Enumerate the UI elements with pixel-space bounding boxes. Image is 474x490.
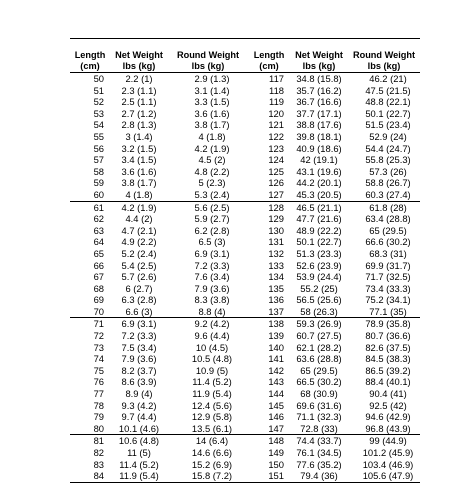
table-row (70, 470, 420, 482)
right-length-cm-cell: 118 (269, 84, 284, 96)
left-net-weight-cell: 11.9 (5.4) (110, 470, 168, 482)
left-round-weight-cell: 3.1 (1.4) (194, 84, 230, 96)
left-round-weight-cell: 6.5 (3) (198, 236, 226, 248)
right-round-weight-cell: 96.8 (43.9) (348, 423, 420, 435)
left-net-weight-cell: 6.3 (2.8) (121, 294, 157, 306)
right-round-weight-cell: 50.1 (22.7) (365, 107, 411, 119)
right-length-cm-cell: 130 (268, 224, 284, 236)
left-round-weight-cell: 5.9 (2.7) (194, 213, 230, 225)
left-net-weight-cell: 4.7 (2.1) (121, 224, 157, 236)
left-length-cm-cell: 59 (93, 177, 104, 189)
left-net-weight-cell: 3.4 (1.5) (121, 154, 157, 166)
left-round-weight-cell: 14 (6.4) (195, 435, 229, 447)
right-length-cm-cell: 151 (248, 470, 290, 482)
left-length-cm-cell: 80 (70, 423, 110, 435)
left-net-weight-cell: 2.2 (1) (125, 73, 153, 84)
right-net-weight-cell: 53.9 (24.4) (296, 271, 342, 283)
right-round-weight-cell: 77.1 (35) (348, 306, 420, 318)
right-length-cm-cell: 133 (268, 259, 284, 271)
table-row (70, 318, 420, 330)
left-net-weight-cell: 6.6 (3) (110, 306, 168, 318)
left-round-weight-cell: 7.2 (3.3) (194, 259, 230, 271)
header-net-weight-left: Net Weight (115, 50, 163, 60)
right-net-weight-cell: 59.3 (26.9) (296, 318, 342, 330)
table-row (70, 283, 420, 295)
left-round-weight-cell: 7.6 (3.4) (194, 271, 230, 283)
left-round-weight-cell: 4.2 (1.9) (194, 142, 230, 154)
left-length-cm-cell: 64 (93, 236, 104, 248)
left-round-weight-cell: 10.5 (4.8) (191, 353, 233, 365)
right-round-weight-cell: 55.8 (25.3) (365, 154, 411, 166)
left-length-cm-cell: 76 (93, 376, 104, 388)
left-net-weight-cell: 11.4 (5.2) (119, 458, 159, 470)
right-round-weight-cell: 54.4 (24.7) (365, 142, 411, 154)
left-net-weight-cell: 9.3 (4.2) (121, 399, 157, 411)
table-row (70, 342, 420, 354)
left-round-weight-cell: 15.2 (6.9) (191, 458, 233, 470)
right-net-weight-cell: 50.1 (22.7) (296, 236, 342, 248)
left-round-weight-cell: 10.9 (5) (195, 364, 229, 376)
left-round-weight-cell: 14.6 (6.6) (191, 447, 233, 458)
right-net-weight-cell: 35.7 (16.2) (296, 84, 342, 96)
table-row (70, 330, 420, 342)
header-round-weight-left: Round Weight (176, 50, 240, 60)
left-round-weight-cell: 10 (4.5) (195, 341, 229, 353)
right-net-weight-cell: 43.1 (19.6) (296, 165, 342, 177)
left-net-weight-cell: 6 (2.7) (125, 282, 153, 294)
right-length-cm-cell: 119 (269, 96, 284, 108)
right-round-weight-cell: 86.5 (39.2) (365, 364, 411, 376)
right-net-weight-cell: 74.4 (33.7) (296, 435, 342, 447)
header-round-weight-right: Round Weight (352, 50, 416, 60)
right-length-cm-cell: 128 (268, 201, 284, 213)
right-length-cm-cell: 143 (268, 376, 284, 388)
left-net-weight-cell: 4.9 (2.2) (121, 236, 157, 248)
header-round-unit-right: lbs (kg) (348, 61, 420, 73)
left-length-cm-cell: 62 (93, 213, 104, 225)
left-round-weight-cell: 12.4 (5.6) (191, 399, 233, 411)
left-length-cm-cell: 52 (93, 96, 104, 108)
right-net-weight-cell: 47.7 (21.6) (296, 213, 342, 225)
table-row (70, 376, 420, 388)
right-round-weight-cell: 92.5 (42) (369, 399, 407, 411)
left-round-weight-cell: 4.8 (2.2) (194, 165, 230, 177)
right-round-weight-cell: 58.8 (26.7) (365, 177, 411, 189)
left-net-weight-cell: 5.2 (2.4) (121, 247, 157, 259)
right-net-weight-cell: 60.7 (27.5) (296, 330, 342, 342)
left-net-weight-cell: 8.6 (3.9) (121, 376, 157, 388)
right-length-cm-cell: 149 (268, 447, 284, 458)
left-length-cm-cell: 83 (93, 458, 104, 470)
right-round-weight-cell: 63.4 (28.8) (365, 213, 411, 225)
right-round-weight-cell: 103.4 (46.9) (362, 458, 414, 470)
table-row (70, 447, 420, 459)
right-round-weight-cell: 52.9 (24) (369, 130, 407, 142)
table-row (70, 306, 420, 318)
right-round-weight-cell: 88.4 (40.1) (365, 376, 411, 388)
table-row (70, 73, 420, 85)
left-round-weight-cell: 11.9 (5.4) (192, 388, 232, 400)
right-round-weight-cell: 73.4 (33.3) (365, 282, 411, 294)
right-round-weight-cell: 65 (29.5) (369, 224, 407, 236)
left-length-cm-cell: 58 (93, 165, 104, 177)
left-net-weight-cell: 2.8 (1.3) (121, 119, 157, 131)
right-round-weight-cell: 66.6 (30.2) (365, 236, 411, 248)
right-length-cm-cell: 145 (268, 399, 284, 411)
right-round-weight-cell: 51.5 (23.4) (365, 119, 411, 131)
right-net-weight-cell: 52.6 (23.9) (296, 259, 342, 271)
table-row (70, 260, 420, 272)
right-length-cm-cell: 136 (268, 294, 284, 306)
left-length-cm-cell: 70 (70, 306, 110, 318)
right-length-cm-cell: 117 (269, 73, 284, 84)
right-length-cm-cell: 142 (268, 364, 284, 376)
table-row (70, 189, 420, 201)
table-row (70, 248, 420, 260)
right-net-weight-cell: 77.6 (35.2) (296, 458, 342, 470)
right-round-weight-cell: 78.9 (35.8) (365, 318, 411, 330)
left-round-weight-cell: 7.9 (3.6) (194, 282, 230, 294)
right-length-cm-cell: 125 (268, 165, 284, 177)
right-round-weight-cell: 57.3 (26) (369, 165, 407, 177)
left-length-cm-cell: 60 (70, 189, 110, 201)
table-row (70, 85, 420, 97)
table-row (70, 353, 420, 365)
right-net-weight-cell: 37.7 (17.1) (296, 107, 342, 119)
right-net-weight-cell: 55.2 (25) (300, 282, 338, 294)
left-length-cm-cell: 77 (93, 388, 104, 400)
right-round-weight-cell: 46.2 (21) (369, 73, 407, 84)
table-row (70, 177, 420, 189)
right-length-cm-cell: 121 (268, 119, 284, 131)
top-rule (70, 38, 420, 39)
right-net-weight-cell: 40.9 (18.6) (296, 142, 342, 154)
table-row (70, 201, 420, 213)
left-net-weight-cell: 7.9 (3.6) (121, 353, 157, 365)
left-net-weight-cell: 9.7 (4.4) (121, 411, 157, 423)
table-row (70, 213, 420, 225)
left-round-weight-cell: 9.6 (4.4) (194, 330, 230, 342)
left-round-weight-cell: 6.9 (3.1) (194, 247, 230, 259)
left-length-cm-cell: 53 (93, 107, 104, 119)
right-length-cm-cell: 123 (268, 142, 284, 154)
left-round-weight-cell: 8.3 (3.8) (194, 294, 230, 306)
left-net-weight-cell: 10.1 (4.6) (110, 423, 168, 435)
left-length-cm-cell: 74 (93, 353, 104, 365)
right-length-cm-cell: 129 (268, 213, 284, 225)
header-net-unit-right: lbs (kg) (290, 61, 348, 73)
right-round-weight-cell: 60.3 (27.4) (348, 189, 420, 201)
right-length-cm-cell: 138 (268, 318, 284, 330)
table-row (70, 96, 420, 108)
left-net-weight-cell: 5.7 (2.6) (121, 271, 157, 283)
right-length-cm-cell: 146 (268, 411, 284, 423)
table-row (70, 119, 420, 131)
right-length-cm-cell: 148 (268, 435, 284, 447)
left-length-cm-cell: 71 (93, 318, 104, 330)
right-length-cm-cell: 141 (268, 353, 284, 365)
right-net-weight-cell: 48.9 (22.2) (296, 224, 342, 236)
right-round-weight-cell: 90.4 (41) (369, 388, 407, 400)
right-round-weight-cell: 47.5 (21.5) (365, 84, 411, 96)
right-net-weight-cell: 46.5 (21.1) (296, 201, 342, 213)
right-net-weight-cell: 63.6 (28.8) (296, 353, 342, 365)
left-net-weight-cell: 7.2 (3.3) (121, 330, 157, 342)
left-length-cm-cell: 67 (93, 271, 104, 283)
table-row (70, 108, 420, 120)
right-length-cm-cell: 124 (268, 154, 284, 166)
left-length-cm-cell: 82 (93, 447, 104, 458)
left-length-cm-cell: 79 (93, 411, 104, 423)
left-net-weight-cell: 4.4 (2) (125, 213, 153, 225)
left-round-weight-cell: 5 (2.3) (198, 177, 226, 189)
left-round-weight-cell: 9.2 (4.2) (194, 318, 230, 330)
right-net-weight-cell: 71.1 (32.3) (296, 411, 342, 423)
right-round-weight-cell: 99 (44.9) (369, 435, 407, 447)
left-length-cm-cell: 75 (93, 364, 104, 376)
table-row (70, 225, 420, 237)
left-length-cm-cell: 72 (93, 330, 104, 342)
left-length-cm-cell: 54 (93, 119, 104, 131)
left-net-weight-cell: 2.3 (1.1) (121, 84, 157, 96)
header-length-left: Length (74, 50, 106, 60)
left-net-weight-cell: 6.9 (3.1) (121, 318, 157, 330)
left-net-weight-cell: 11 (5) (127, 447, 151, 458)
right-length-cm-cell: 140 (268, 341, 284, 353)
left-net-weight-cell: 8.9 (4) (125, 388, 153, 400)
table-row (70, 271, 420, 283)
left-length-cm-cell: 63 (93, 224, 104, 236)
left-length-cm-cell: 84 (70, 470, 110, 482)
left-length-cm-cell: 65 (93, 247, 104, 259)
header-length-unit-right: (cm) (248, 61, 290, 73)
table-row (70, 388, 420, 400)
right-net-weight-cell: 51.3 (23.3) (296, 247, 342, 259)
right-round-weight-cell: 61.8 (28) (369, 201, 407, 213)
right-round-weight-cell: 71.7 (32.5) (365, 271, 411, 283)
right-length-cm-cell: 122 (268, 130, 284, 142)
table-row (70, 166, 420, 178)
right-net-weight-cell: 66.5 (30.2) (296, 376, 342, 388)
right-round-weight-cell: 68.3 (31) (369, 247, 407, 259)
right-round-weight-cell: 94.6 (42.9) (365, 411, 411, 423)
right-length-cm-cell: 135 (268, 282, 284, 294)
left-round-weight-cell: 11.4 (5.2) (192, 376, 232, 388)
left-net-weight-cell: 10.6 (4.8) (118, 435, 160, 447)
right-net-weight-cell: 58 (26.3) (290, 306, 348, 318)
header-row-2 (70, 61, 420, 73)
left-round-weight-cell: 3.3 (1.5) (194, 96, 230, 108)
left-net-weight-cell: 3 (1.4) (125, 130, 153, 142)
right-length-cm-cell: 132 (268, 247, 284, 259)
right-length-cm-cell: 131 (268, 236, 284, 248)
right-length-cm-cell: 127 (248, 189, 290, 201)
left-round-weight-cell: 12.9 (5.8) (191, 411, 233, 423)
length-weight-table (70, 50, 420, 483)
table-row (70, 423, 420, 435)
left-net-weight-cell: 8.2 (3.7) (121, 364, 157, 376)
right-net-weight-cell: 65 (29.5) (300, 364, 338, 376)
left-round-weight-cell: 2.9 (1.3) (194, 73, 230, 84)
header-length-right: Length (253, 50, 285, 60)
left-round-weight-cell: 3.6 (1.6) (194, 107, 230, 119)
right-net-weight-cell: 56.5 (25.6) (296, 294, 342, 306)
right-round-weight-cell: 101.2 (45.9) (362, 447, 414, 458)
right-round-weight-cell: 82.6 (37.5) (365, 341, 411, 353)
left-net-weight-cell: 4.2 (1.9) (121, 201, 157, 213)
left-net-weight-cell: 7.5 (3.4) (121, 341, 157, 353)
right-net-weight-cell: 39.8 (18.1) (296, 130, 342, 142)
right-net-weight-cell: 36.7 (16.6) (296, 96, 342, 108)
table-row (70, 459, 420, 471)
table-row (70, 435, 420, 447)
right-length-cm-cell: 120 (268, 107, 284, 119)
left-round-weight-cell: 5.6 (2.5) (194, 201, 230, 213)
left-length-cm-cell: 68 (93, 282, 104, 294)
table-row (70, 143, 420, 155)
right-length-cm-cell: 139 (268, 330, 284, 342)
left-round-weight-cell: 15.8 (7.2) (168, 470, 248, 482)
right-length-cm-cell: 137 (248, 306, 290, 318)
table-row (70, 365, 420, 377)
right-length-cm-cell: 144 (268, 388, 284, 400)
left-net-weight-cell: 3.2 (1.5) (121, 142, 157, 154)
right-net-weight-cell: 68 (30.9) (300, 388, 338, 400)
left-length-cm-cell: 81 (93, 435, 104, 447)
left-round-weight-cell: 4 (1.8) (198, 130, 226, 142)
left-length-cm-cell: 50 (93, 73, 104, 84)
header-length-unit-left: (cm) (70, 61, 110, 73)
right-round-weight-cell: 84.5 (38.3) (365, 353, 411, 365)
right-net-weight-cell: 62.1 (28.2) (296, 341, 342, 353)
right-net-weight-cell: 34.8 (15.8) (296, 73, 342, 84)
left-length-cm-cell: 51 (93, 84, 104, 96)
table-row (70, 411, 420, 423)
right-round-weight-cell: 80.7 (36.6) (365, 330, 411, 342)
left-length-cm-cell: 57 (93, 154, 104, 166)
left-round-weight-cell: 8.8 (4) (168, 306, 248, 318)
right-net-weight-cell: 38.8 (17.6) (296, 119, 342, 131)
header-round-unit-left: lbs (kg) (168, 61, 248, 73)
right-length-cm-cell: 147 (248, 423, 290, 435)
header-row-1 (70, 50, 420, 61)
left-net-weight-cell: 3.8 (1.7) (121, 177, 157, 189)
right-length-cm-cell: 126 (268, 177, 284, 189)
right-round-weight-cell: 75.2 (34.1) (365, 294, 411, 306)
left-round-weight-cell: 13.5 (6.1) (168, 423, 248, 435)
left-net-weight-cell: 5.4 (2.5) (121, 259, 157, 271)
table-row (70, 131, 420, 143)
left-round-weight-cell: 5.3 (2.4) (168, 189, 248, 201)
table-row (70, 154, 420, 166)
left-round-weight-cell: 6.2 (2.8) (194, 224, 230, 236)
left-length-cm-cell: 78 (93, 399, 104, 411)
left-length-cm-cell: 56 (93, 142, 104, 154)
right-round-weight-cell: 105.6 (47.9) (348, 470, 420, 482)
left-net-weight-cell: 3.6 (1.6) (121, 165, 157, 177)
left-round-weight-cell: 3.8 (1.7) (194, 119, 230, 131)
right-length-cm-cell: 134 (268, 271, 284, 283)
right-net-weight-cell: 72.8 (33) (290, 423, 348, 435)
left-length-cm-cell: 66 (93, 259, 104, 271)
right-net-weight-cell: 45.3 (20.5) (290, 189, 348, 201)
table-row (70, 236, 420, 248)
right-net-weight-cell: 69.6 (31.6) (296, 399, 342, 411)
right-length-cm-cell: 150 (268, 458, 284, 470)
right-round-weight-cell: 69.9 (31.7) (365, 259, 411, 271)
left-net-weight-cell: 2.7 (1.2) (121, 107, 157, 119)
left-length-cm-cell: 73 (93, 341, 104, 353)
left-length-cm-cell: 55 (93, 130, 104, 142)
right-net-weight-cell: 79.4 (36) (290, 470, 348, 482)
table-row (70, 294, 420, 306)
header-net-weight-right: Net Weight (295, 50, 343, 60)
left-net-weight-cell: 4 (1.8) (110, 189, 168, 201)
left-length-cm-cell: 61 (93, 201, 104, 213)
left-length-cm-cell: 69 (93, 294, 104, 306)
left-net-weight-cell: 2.5 (1.1) (121, 96, 157, 108)
header-net-unit-left: lbs (kg) (110, 61, 168, 73)
left-round-weight-cell: 4.5 (2) (198, 154, 226, 166)
right-net-weight-cell: 76.1 (34.5) (296, 447, 342, 458)
table-row (70, 400, 420, 412)
right-net-weight-cell: 44.2 (20.1) (296, 177, 342, 189)
right-net-weight-cell: 42 (19.1) (300, 154, 338, 166)
right-round-weight-cell: 48.8 (22.1) (365, 96, 411, 108)
